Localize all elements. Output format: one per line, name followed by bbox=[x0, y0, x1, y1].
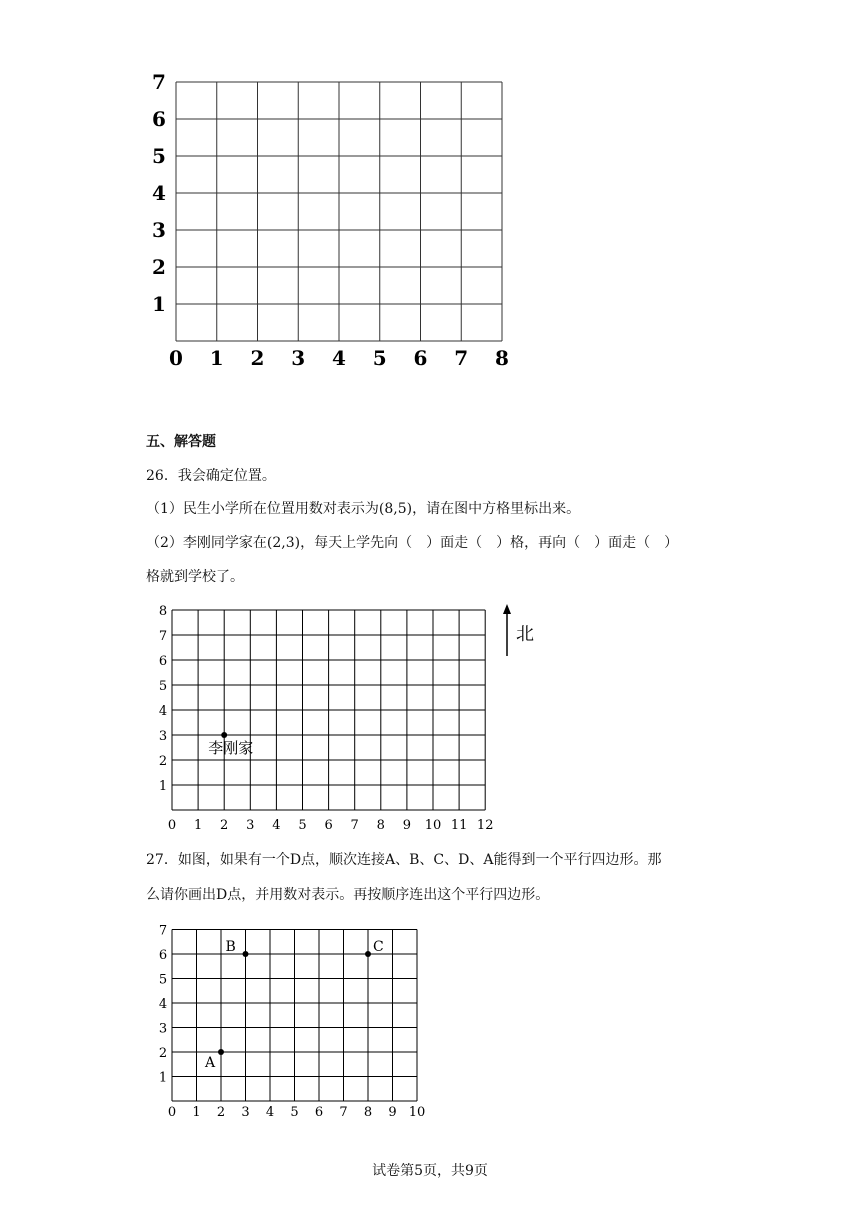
grid-26-y-labels bbox=[159, 604, 167, 794]
grid-27-x-labels bbox=[168, 1105, 425, 1120]
grid-27-x-label: 5 bbox=[290, 1105, 299, 1120]
grid-26-x-label: 12 bbox=[476, 818, 494, 833]
point-label-c: C bbox=[373, 939, 384, 955]
coordinate-grid-26 bbox=[150, 598, 550, 838]
coordinate-grid-1 bbox=[140, 70, 520, 380]
grid-26-y-label: 3 bbox=[158, 729, 168, 744]
grid-1-y-label: 5 bbox=[152, 144, 166, 168]
grid-26-y-label: 8 bbox=[158, 604, 168, 619]
grid-1-y-labels bbox=[152, 70, 166, 316]
grid-1-y-label: 2 bbox=[152, 255, 166, 279]
point-label-a: A bbox=[205, 1055, 216, 1071]
grid-1-y-label: 3 bbox=[152, 218, 166, 242]
question-26-stem: 26．我会确定位置。 bbox=[146, 468, 276, 484]
grid-26-x-label: 11 bbox=[450, 818, 468, 833]
grid-26-x-label: 4 bbox=[272, 818, 281, 833]
page-footer: 试卷第5页，共9页 bbox=[372, 1163, 488, 1179]
point-a bbox=[218, 1049, 224, 1055]
grid-1-y-label: 4 bbox=[152, 181, 166, 205]
home-point bbox=[221, 732, 227, 738]
grid-26-y-label: 5 bbox=[158, 679, 168, 694]
question-26-part-2-line-1: （2）李刚同学家在(2,3)，每天上学先向（ ）面走（ ）格，再向（ ）面走（ ） bbox=[146, 535, 679, 551]
grid-27-x-label: 8 bbox=[363, 1105, 373, 1120]
grid-27-y-label: 3 bbox=[158, 1021, 168, 1037]
grid-27-x-label: 2 bbox=[216, 1105, 226, 1120]
grid-27-x-label: 7 bbox=[339, 1105, 348, 1120]
grid-26-x-label: 10 bbox=[424, 818, 442, 833]
question-26-part-1: （1）民生小学所在位置用数对表示为(8,5)，请在图中方格里标出来。 bbox=[146, 501, 581, 517]
grid-26-y-label: 1 bbox=[158, 779, 168, 794]
section-title: 五、解答题 bbox=[146, 434, 216, 450]
grid-27-y-label: 6 bbox=[158, 948, 168, 963]
grid-26-y-label: 6 bbox=[158, 654, 168, 669]
question-26-part-2-line-2: 格就到学校了。 bbox=[146, 569, 244, 585]
question-27-line-1: 27．如图，如果有一个D点，顺次连接A、B、C、D、A能得到一个平行四边形。那 bbox=[146, 852, 662, 868]
coordinate-grid-27 bbox=[150, 920, 450, 1120]
grid-1-x-label: 5 bbox=[372, 346, 387, 370]
grid-26-x-label: 6 bbox=[324, 818, 333, 833]
north-label: 北 bbox=[516, 624, 534, 645]
grid-27-x-label: 4 bbox=[265, 1105, 275, 1120]
point-label-b: B bbox=[225, 939, 236, 955]
question-27-line-2: 么请你画出D点，并用数对表示。再按顺序连出这个平行四边形。 bbox=[146, 887, 550, 903]
grid-26-x-label: 1 bbox=[193, 818, 203, 833]
grid-27-x-label: 1 bbox=[192, 1105, 201, 1120]
grid-27-points bbox=[204, 939, 384, 1071]
grid-27-lines bbox=[172, 930, 417, 1102]
grid-1-x-label: 3 bbox=[291, 346, 306, 370]
grid-27-x-label: 6 bbox=[314, 1105, 324, 1120]
grid-26-x-label: 5 bbox=[298, 818, 307, 833]
grid-27-y-label: 2 bbox=[158, 1046, 168, 1061]
grid-26-x-label: 2 bbox=[220, 818, 229, 833]
grid-27-x-label: 9 bbox=[388, 1105, 397, 1120]
grid-26-y-label: 2 bbox=[158, 754, 168, 769]
grid-26-y-label: 7 bbox=[158, 629, 168, 644]
grid-27-y-labels bbox=[159, 924, 167, 1086]
point-b bbox=[243, 951, 249, 957]
grid-26-x-label: 3 bbox=[246, 818, 255, 833]
grid-1-x-label: 4 bbox=[332, 346, 346, 370]
grid-26-x-label: 9 bbox=[402, 818, 412, 833]
point-c bbox=[365, 951, 371, 957]
grid-1-y-label: 7 bbox=[152, 70, 166, 94]
grid-1-x-label: 8 bbox=[495, 346, 509, 370]
grid-1-x-label: 0 bbox=[169, 346, 183, 370]
grid-27-x-label: 3 bbox=[241, 1105, 250, 1120]
grid-26-x-label: 7 bbox=[350, 818, 359, 833]
grid-26-lines bbox=[172, 610, 485, 810]
grid-27-x-label: 0 bbox=[167, 1105, 177, 1120]
grid-1-lines bbox=[176, 82, 502, 341]
grid-26-x-labels bbox=[168, 818, 494, 833]
grid-27-y-label: 7 bbox=[158, 923, 168, 939]
home-label: 李刚家 bbox=[208, 739, 254, 757]
grid-1-x-label: 7 bbox=[454, 346, 469, 370]
grid-26-y-label: 4 bbox=[158, 704, 168, 719]
grid-26-x-label: 0 bbox=[167, 818, 177, 833]
grid-26-x-label: 8 bbox=[376, 818, 385, 833]
grid-1-x-label: 6 bbox=[413, 346, 428, 370]
grid-1-y-label: 1 bbox=[152, 292, 166, 316]
north-arrow-icon bbox=[503, 604, 511, 656]
grid-27-y-label: 4 bbox=[158, 997, 168, 1012]
grid-1-x-labels bbox=[169, 346, 509, 370]
grid-27-y-label: 1 bbox=[158, 1070, 168, 1086]
grid-1-x-label: 2 bbox=[250, 346, 265, 370]
grid-1-y-label: 6 bbox=[152, 107, 166, 131]
grid-1-x-label: 1 bbox=[209, 346, 224, 370]
grid-27-y-label: 5 bbox=[158, 972, 168, 988]
grid-27-x-label: 10 bbox=[408, 1105, 426, 1120]
